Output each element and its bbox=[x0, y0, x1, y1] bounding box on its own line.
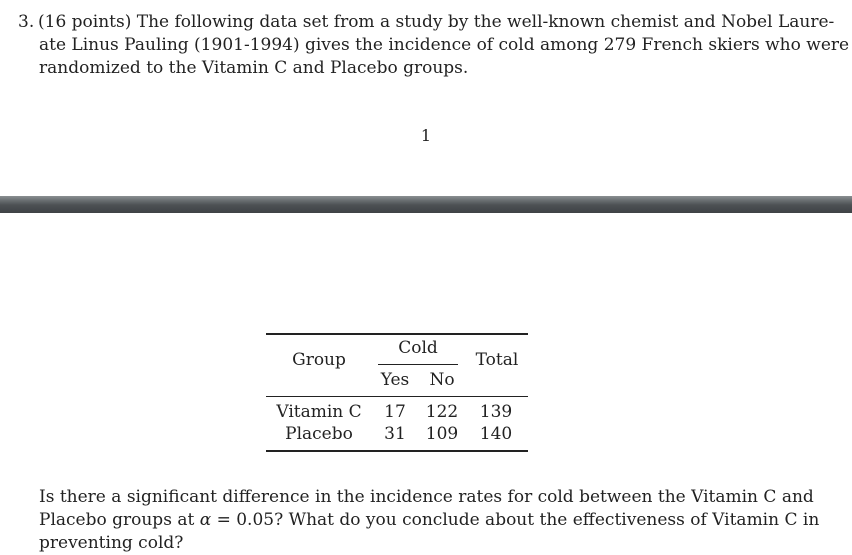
question-line-2 bbox=[39, 509, 820, 532]
table-row-vitamin-c-total: 139 bbox=[479, 402, 513, 422]
question-text bbox=[39, 486, 820, 555]
cold-subheader-rule bbox=[378, 364, 458, 365]
table-row-placebo-group: Placebo bbox=[285, 424, 353, 444]
table-row-vitamin-c-group: Vitamin C bbox=[276, 402, 362, 422]
table-row-placebo-total: 140 bbox=[479, 424, 513, 444]
question-line-2-suffix: = 0.05? What do you conclude about the effectiveness of Vitamin C in bbox=[211, 510, 820, 530]
intro-line-1 bbox=[18, 11, 835, 34]
question-line-3: preventing cold? bbox=[39, 533, 184, 553]
total-header: Total bbox=[475, 350, 519, 370]
table-mid-rule bbox=[266, 396, 528, 397]
table-row-vitamin-c-no: 122 bbox=[425, 402, 459, 422]
intro-line-3: randomized to the Vitamin C and Placebo groups. bbox=[39, 58, 469, 78]
group-header: Group bbox=[292, 350, 346, 370]
table-top-rule bbox=[266, 333, 528, 335]
table-bottom-rule bbox=[266, 450, 528, 452]
intro-text-1: (16 points) The following data set from a study by the well-known chemist and Nobel Laure- bbox=[38, 12, 835, 32]
intro-line-2: ate Linus Pauling (1901-1994) gives the incidence of cold among 279 French skiers who were bbox=[39, 35, 850, 55]
question-line-1: Is there a significant difference in the incidence rates for cold between the Vitamin C and bbox=[39, 487, 814, 507]
problem-intro bbox=[18, 11, 850, 80]
question-line-2-prefix: Placebo groups at bbox=[39, 510, 200, 530]
alpha-symbol: α bbox=[199, 510, 212, 530]
page-break-divider bbox=[0, 196, 852, 213]
no-subheader: No bbox=[429, 370, 455, 390]
page-bottom-fragment bbox=[0, 213, 852, 555]
table-row-placebo-no: 109 bbox=[425, 424, 459, 444]
yes-subheader: Yes bbox=[380, 370, 410, 390]
page-top-fragment bbox=[0, 0, 852, 196]
cold-header: Cold bbox=[398, 338, 438, 358]
problem-number: 3. bbox=[18, 12, 35, 32]
table-row-placebo-yes: 31 bbox=[384, 424, 406, 444]
table-row-vitamin-c-yes: 17 bbox=[384, 402, 406, 422]
page-number: 1 bbox=[420, 126, 432, 145]
contingency-table bbox=[266, 333, 528, 453]
